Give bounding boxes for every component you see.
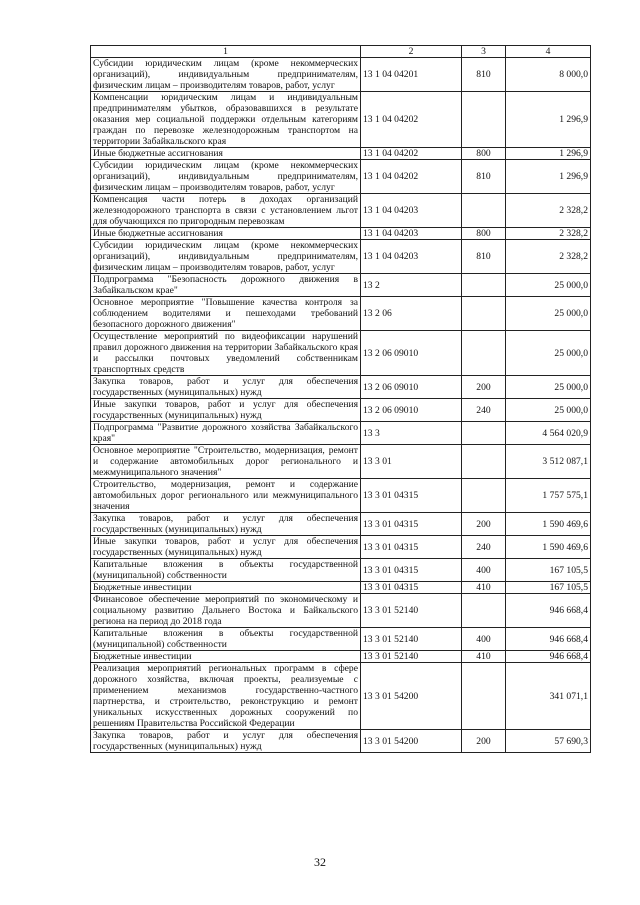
row-amount: 4 564 020,9 <box>506 422 591 445</box>
row-code: 13 1 04 04203 <box>361 240 462 274</box>
row-name: Строительство, модернизация, ремонт и содержание автомобильных дорог регионального или межмуниципального значения <box>91 479 361 513</box>
row-amount: 25 000,0 <box>506 399 591 422</box>
row-expense-type <box>462 422 506 445</box>
row-amount: 3 512 087,1 <box>506 445 591 479</box>
table-row <box>91 513 591 536</box>
row-amount: 1 590 469,6 <box>506 536 591 559</box>
row-name: Закупка товаров, работ и услуг для обеспечения государственных (муниципальных) нужд <box>91 730 361 753</box>
row-name: Иные бюджетные ассигнования <box>91 148 361 160</box>
table-row <box>91 479 591 513</box>
row-code: 13 3 01 04315 <box>361 479 462 513</box>
row-expense-type: 810 <box>462 240 506 274</box>
table-row <box>91 628 591 651</box>
row-expense-type: 200 <box>462 730 506 753</box>
row-expense-type <box>462 594 506 628</box>
row-amount: 25 000,0 <box>506 376 591 399</box>
row-expense-type <box>462 331 506 376</box>
header-row <box>91 46 591 58</box>
row-name: Реализация мероприятий региональных программ в сфере дорожного хозяйства, включая проекты, реализуемые с применением механизмов государственно-частного партнерства, и строительство, реконструкцию и ремонт уникальных искусственных дорожных сооружений по решениям Правительства Российской Федерации <box>91 663 361 730</box>
row-name: Закупка товаров, работ и услуг для обеспечения государственных (муниципальных) нужд <box>91 376 361 399</box>
row-code: 13 2 06 <box>361 297 462 331</box>
row-expense-type: 400 <box>462 559 506 582</box>
row-expense-type <box>462 663 506 730</box>
table-row <box>91 399 591 422</box>
row-code: 13 3 01 52140 <box>361 651 462 663</box>
row-expense-type <box>462 479 506 513</box>
budget-table <box>90 45 591 753</box>
row-code: 13 3 01 52140 <box>361 594 462 628</box>
table-row <box>91 445 591 479</box>
row-code: 13 2 06 09010 <box>361 331 462 376</box>
table-row <box>91 297 591 331</box>
row-amount: 946 668,4 <box>506 628 591 651</box>
row-code: 13 1 04 04202 <box>361 160 462 194</box>
row-amount: 57 690,3 <box>506 730 591 753</box>
page-number: 32 <box>314 855 326 869</box>
row-expense-type: 410 <box>462 651 506 663</box>
table-row <box>91 58 591 92</box>
table-row <box>91 194 591 228</box>
row-expense-type <box>462 92 506 148</box>
row-name: Бюджетные инвестиции <box>91 582 361 594</box>
row-name: Иные закупки товаров, работ и услуг для обеспечения государственных (муниципальных) нужд <box>91 536 361 559</box>
row-expense-type: 800 <box>462 148 506 160</box>
row-expense-type: 810 <box>462 160 506 194</box>
row-amount: 2 328,2 <box>506 194 591 228</box>
row-amount: 1 590 469,6 <box>506 513 591 536</box>
row-expense-type: 410 <box>462 582 506 594</box>
row-code: 13 3 01 54200 <box>361 730 462 753</box>
row-expense-type <box>462 194 506 228</box>
row-amount: 167 105,5 <box>506 559 591 582</box>
row-expense-type: 400 <box>462 628 506 651</box>
table-row <box>91 663 591 730</box>
row-code: 13 3 01 52140 <box>361 628 462 651</box>
row-expense-type: 800 <box>462 228 506 240</box>
row-amount: 25 000,0 <box>506 274 591 297</box>
row-name: Компенсации юридическим лицам и индивидуальным предпринимателям убытков, образовавшихся в результате оказания мер социальной поддержки отдельным категориям граждан по перевозке железнодорожным транспортом на территории Забайкальского края <box>91 92 361 148</box>
table-row <box>91 594 591 628</box>
row-amount: 1 296,9 <box>506 148 591 160</box>
row-code: 13 2 <box>361 274 462 297</box>
table-row <box>91 331 591 376</box>
row-name: Подпрограмма "Развитие дорожного хозяйства Забайкальского края" <box>91 422 361 445</box>
row-name: Подпрограмма "Безопасность дорожного движения в Забайкальском крае" <box>91 274 361 297</box>
table-row <box>91 536 591 559</box>
row-name: Капитальные вложения в объекты государственной (муниципальной) собственности <box>91 628 361 651</box>
row-amount: 2 328,2 <box>506 228 591 240</box>
row-expense-type <box>462 274 506 297</box>
header-col-1: 1 <box>91 46 361 58</box>
row-expense-type <box>462 445 506 479</box>
row-amount: 1 296,9 <box>506 92 591 148</box>
row-name: Основное мероприятие "Строительство, модернизация, ремонт и содержание автомобильных дорог регионального и межмуниципального значения" <box>91 445 361 479</box>
row-code: 13 3 01 04315 <box>361 559 462 582</box>
row-code: 13 1 04 04201 <box>361 58 462 92</box>
table-row <box>91 582 591 594</box>
row-code: 13 3 01 04315 <box>361 513 462 536</box>
row-amount: 341 071,1 <box>506 663 591 730</box>
row-name: Субсидии юридическим лицам (кроме некоммерческих организаций), индивидуальным предпринимателям, физическим лицам – производителям товаров, работ, услуг <box>91 58 361 92</box>
row-amount: 2 328,2 <box>506 240 591 274</box>
row-code: 13 1 04 04203 <box>361 228 462 240</box>
row-amount: 25 000,0 <box>506 331 591 376</box>
row-expense-type: 240 <box>462 399 506 422</box>
row-expense-type: 200 <box>462 513 506 536</box>
row-amount: 1 296,9 <box>506 160 591 194</box>
row-amount: 8 000,0 <box>506 58 591 92</box>
row-name: Субсидии юридическим лицам (кроме некоммерческих организаций), индивидуальным предпринимателям, физическим лицам – производителям товаров, работ, услуг <box>91 160 361 194</box>
row-amount: 946 668,4 <box>506 594 591 628</box>
row-code: 13 3 <box>361 422 462 445</box>
row-code: 13 3 01 04315 <box>361 536 462 559</box>
table-row <box>91 376 591 399</box>
row-name: Иные бюджетные ассигнования <box>91 228 361 240</box>
header-col-4: 4 <box>506 46 591 58</box>
row-code: 13 3 01 04315 <box>361 582 462 594</box>
row-name: Компенсация части потерь в доходах организаций железнодорожного транспорта в связи с установлением льгот для обучающихся по пригородным перевозкам <box>91 194 361 228</box>
header-col-3: 3 <box>462 46 506 58</box>
row-expense-type: 200 <box>462 376 506 399</box>
row-name: Осуществление мероприятий по видеофиксации нарушений правил дорожного движения на территории Забайкальского края и рассылки почтовых уведомлений собственникам транспортных средств <box>91 331 361 376</box>
row-code: 13 1 04 04202 <box>361 92 462 148</box>
row-code: 13 2 06 09010 <box>361 399 462 422</box>
row-amount: 167 105,5 <box>506 582 591 594</box>
table-row <box>91 228 591 240</box>
row-expense-type <box>462 297 506 331</box>
table-row <box>91 422 591 445</box>
row-amount: 946 668,4 <box>506 651 591 663</box>
row-name: Капитальные вложения в объекты государственной (муниципальной) собственности <box>91 559 361 582</box>
table-row <box>91 160 591 194</box>
row-expense-type: 810 <box>462 58 506 92</box>
table-row <box>91 730 591 753</box>
row-name: Иные закупки товаров, работ и услуг для обеспечения государственных (муниципальных) нужд <box>91 399 361 422</box>
table-row <box>91 559 591 582</box>
table-body <box>91 58 591 753</box>
row-name: Бюджетные инвестиции <box>91 651 361 663</box>
row-code: 13 3 01 54200 <box>361 663 462 730</box>
row-amount: 25 000,0 <box>506 297 591 331</box>
table-row <box>91 148 591 160</box>
row-code: 13 2 06 09010 <box>361 376 462 399</box>
table-row <box>91 92 591 148</box>
row-code: 13 1 04 04203 <box>361 194 462 228</box>
row-expense-type: 240 <box>462 536 506 559</box>
table-row <box>91 274 591 297</box>
row-name: Закупка товаров, работ и услуг для обеспечения государственных (муниципальных) нужд <box>91 513 361 536</box>
table-row <box>91 651 591 663</box>
row-name: Основное мероприятие "Повышение качества контроля за соблюдением водителями и пешеходами требований безопасного дорожного движения" <box>91 297 361 331</box>
row-amount: 1 757 575,1 <box>506 479 591 513</box>
header-col-2: 2 <box>361 46 462 58</box>
row-code: 13 3 01 <box>361 445 462 479</box>
row-code: 13 1 04 04202 <box>361 148 462 160</box>
row-name: Субсидии юридическим лицам (кроме некоммерческих организаций), индивидуальным предпринимателям, физическим лицам – производителям товаров, работ, услуг <box>91 240 361 274</box>
row-name: Финансовое обеспечение мероприятий по экономическому и социальному развитию Дальнего Востока и Байкальского региона на период до 2018 года <box>91 594 361 628</box>
table-row <box>91 240 591 274</box>
